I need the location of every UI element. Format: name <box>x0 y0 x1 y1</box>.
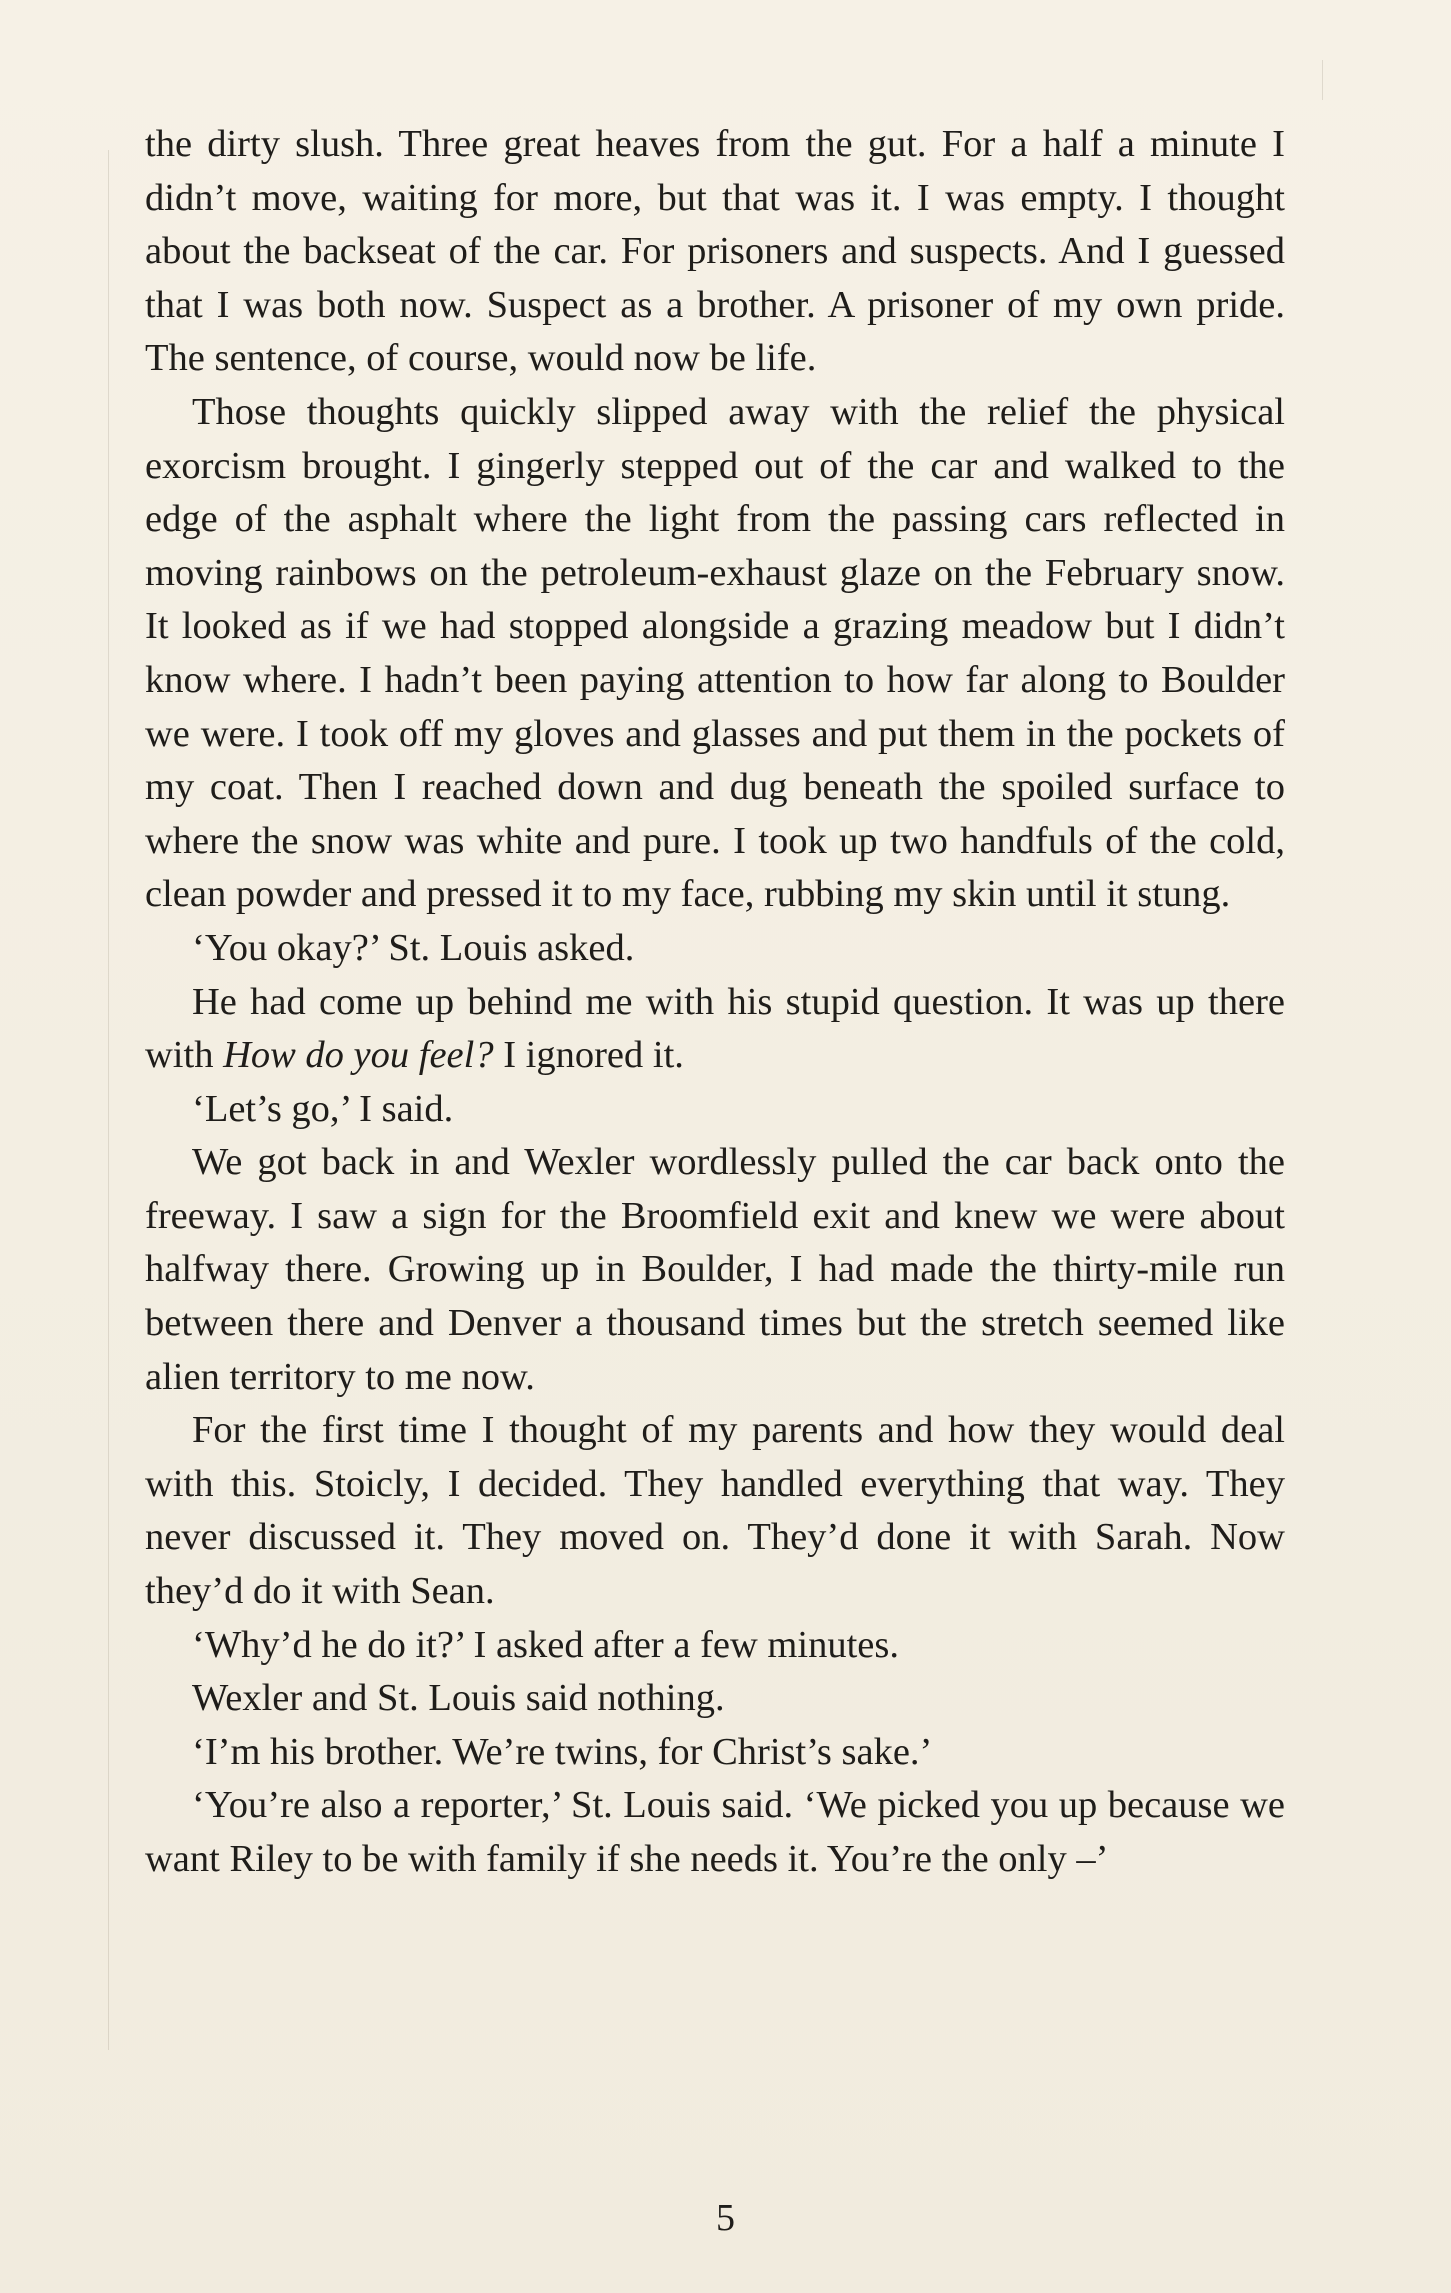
paragraph-7: For the first time I thought of my parents and how they would deal with this. Stoicly, I decided. They handled everything that way. They never discussed it. They moved on. They’d done it with Sarah. Now they’d do it with Sean. <box>145 1409 1285 1613</box>
paragraph-3: ‘You okay?’ St. Louis asked. <box>192 926 635 969</box>
paragraph-2: Those thoughts quickly slipped away with the relief the physical exorcism brought. I gingerly stepped out of the car and walked to the edge of the asphalt where the light from the passing cars reflected in moving rainbows on the petroleum-exhaust glaze on the February snow. It looked as if we had stopped alongside a grazing meadow but I didn’t know where. I hadn’t been paying attention to how far along to Boulder we were. I took off my gloves and glasses and put them in the pockets of my coat. Then I reached down and dug beneath the spoiled surface to where the snow was white and pure. I took up two handfuls of the cold, clean powder and pressed it to my face, rubbing my skin until it stung. <box>145 390 1285 916</box>
page-number: 5 <box>716 2197 735 2239</box>
paragraph-6: We got back in and Wexler wordlessly pulled the car back onto the freeway. I saw a sign for the Broomfield exit and knew we were about halfway there. Growing up in Boulder, I had made the thirty-mile run between there and Denver a thousand times but the stretch seemed like alien territory to me now. <box>145 1141 1285 1398</box>
paragraph-1: the dirty slush. Three great heaves from the gut. For a half a minute I didn’t move, waiting for more, but that was it. I was empty. I thought about the backseat of the car. For prisoners and suspects. And I guessed that I was both now. Suspect as a brother. A prisoner of my own pride. The sentence, of course, would now be life. <box>145 123 1285 380</box>
italic-phrase: How do you feel? <box>223 1034 494 1077</box>
paragraph-11: ‘You’re also a reporter,’ St. Louis said. ‘We picked you up because we want Riley to be with family if she needs it. You’re the only –’ <box>145 1784 1285 1880</box>
paragraph-9: Wexler and St. Louis said nothing. <box>192 1677 725 1720</box>
paragraph-4: He had come up behind me with his stupid question. It was up there with How do you feel? I ignored it. <box>145 980 1285 1077</box>
page-crease-left <box>108 150 109 2050</box>
paragraph-5: ‘Let’s go,’ I said. <box>192 1087 454 1130</box>
page-crease-right <box>1322 60 1323 100</box>
paragraph-8: ‘Why’d he do it?’ I asked after a few minutes. <box>192 1623 899 1666</box>
paragraph-10: ‘I’m his brother. We’re twins, for Christ’s sake.’ <box>192 1730 933 1773</box>
body-text <box>145 118 1285 1887</box>
